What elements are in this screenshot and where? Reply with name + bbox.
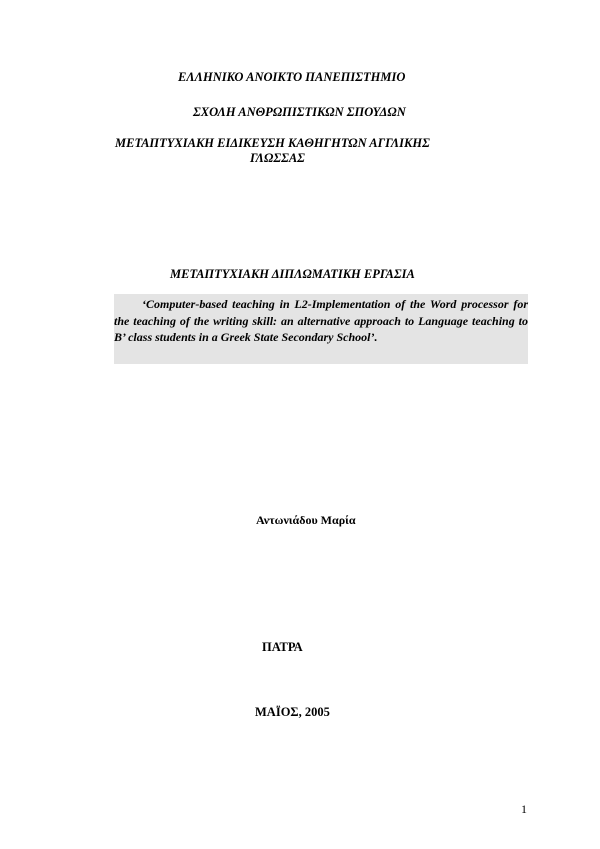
school-name: ΣΧΟΛΗ ΑΝΘΡΩΠΙΣΤΙΚΩΝ ΣΠΟΥΔΩΝ [193, 105, 406, 119]
thesis-type-label: ΜΕΤΑΠΤΥΧΙΑΚΗ ΔΙΠΛΩΜΑΤΙΚΗ ΕΡΓΑΣΙΑ [170, 267, 415, 281]
author-name: Αντωνιάδου Μαρία [256, 513, 356, 527]
program-name-line1: ΜΕΤΑΠΤΥΧΙΑΚΗ ΕΙΔΙΚΕΥΣΗ ΚΑΘΗΓΗΤΩΝ ΑΓΓΛΙΚΗΣ [115, 136, 430, 150]
page-number: 1 [521, 802, 527, 816]
city-name: ΠΑΤΡΑ [262, 640, 303, 654]
program-name-line2: ΓΛΩΣΣΑΣ [250, 151, 305, 165]
thesis-title-box [114, 294, 528, 364]
thesis-title: ‘Computer-based teaching in L2-Implementation of the Word processor for the teaching of the writing skill: an alternative approach to Language teaching to B’ class students in a Greek State Secondary School’. [114, 297, 528, 344]
submission-date: ΜΑΪΟΣ, 2005 [255, 705, 330, 719]
university-name: ΕΛΛΗΝΙΚΟ ΑΝΟΙΚΤΟ ΠΑΝΕΠΙΣΤΗΜΙΟ [178, 70, 406, 84]
